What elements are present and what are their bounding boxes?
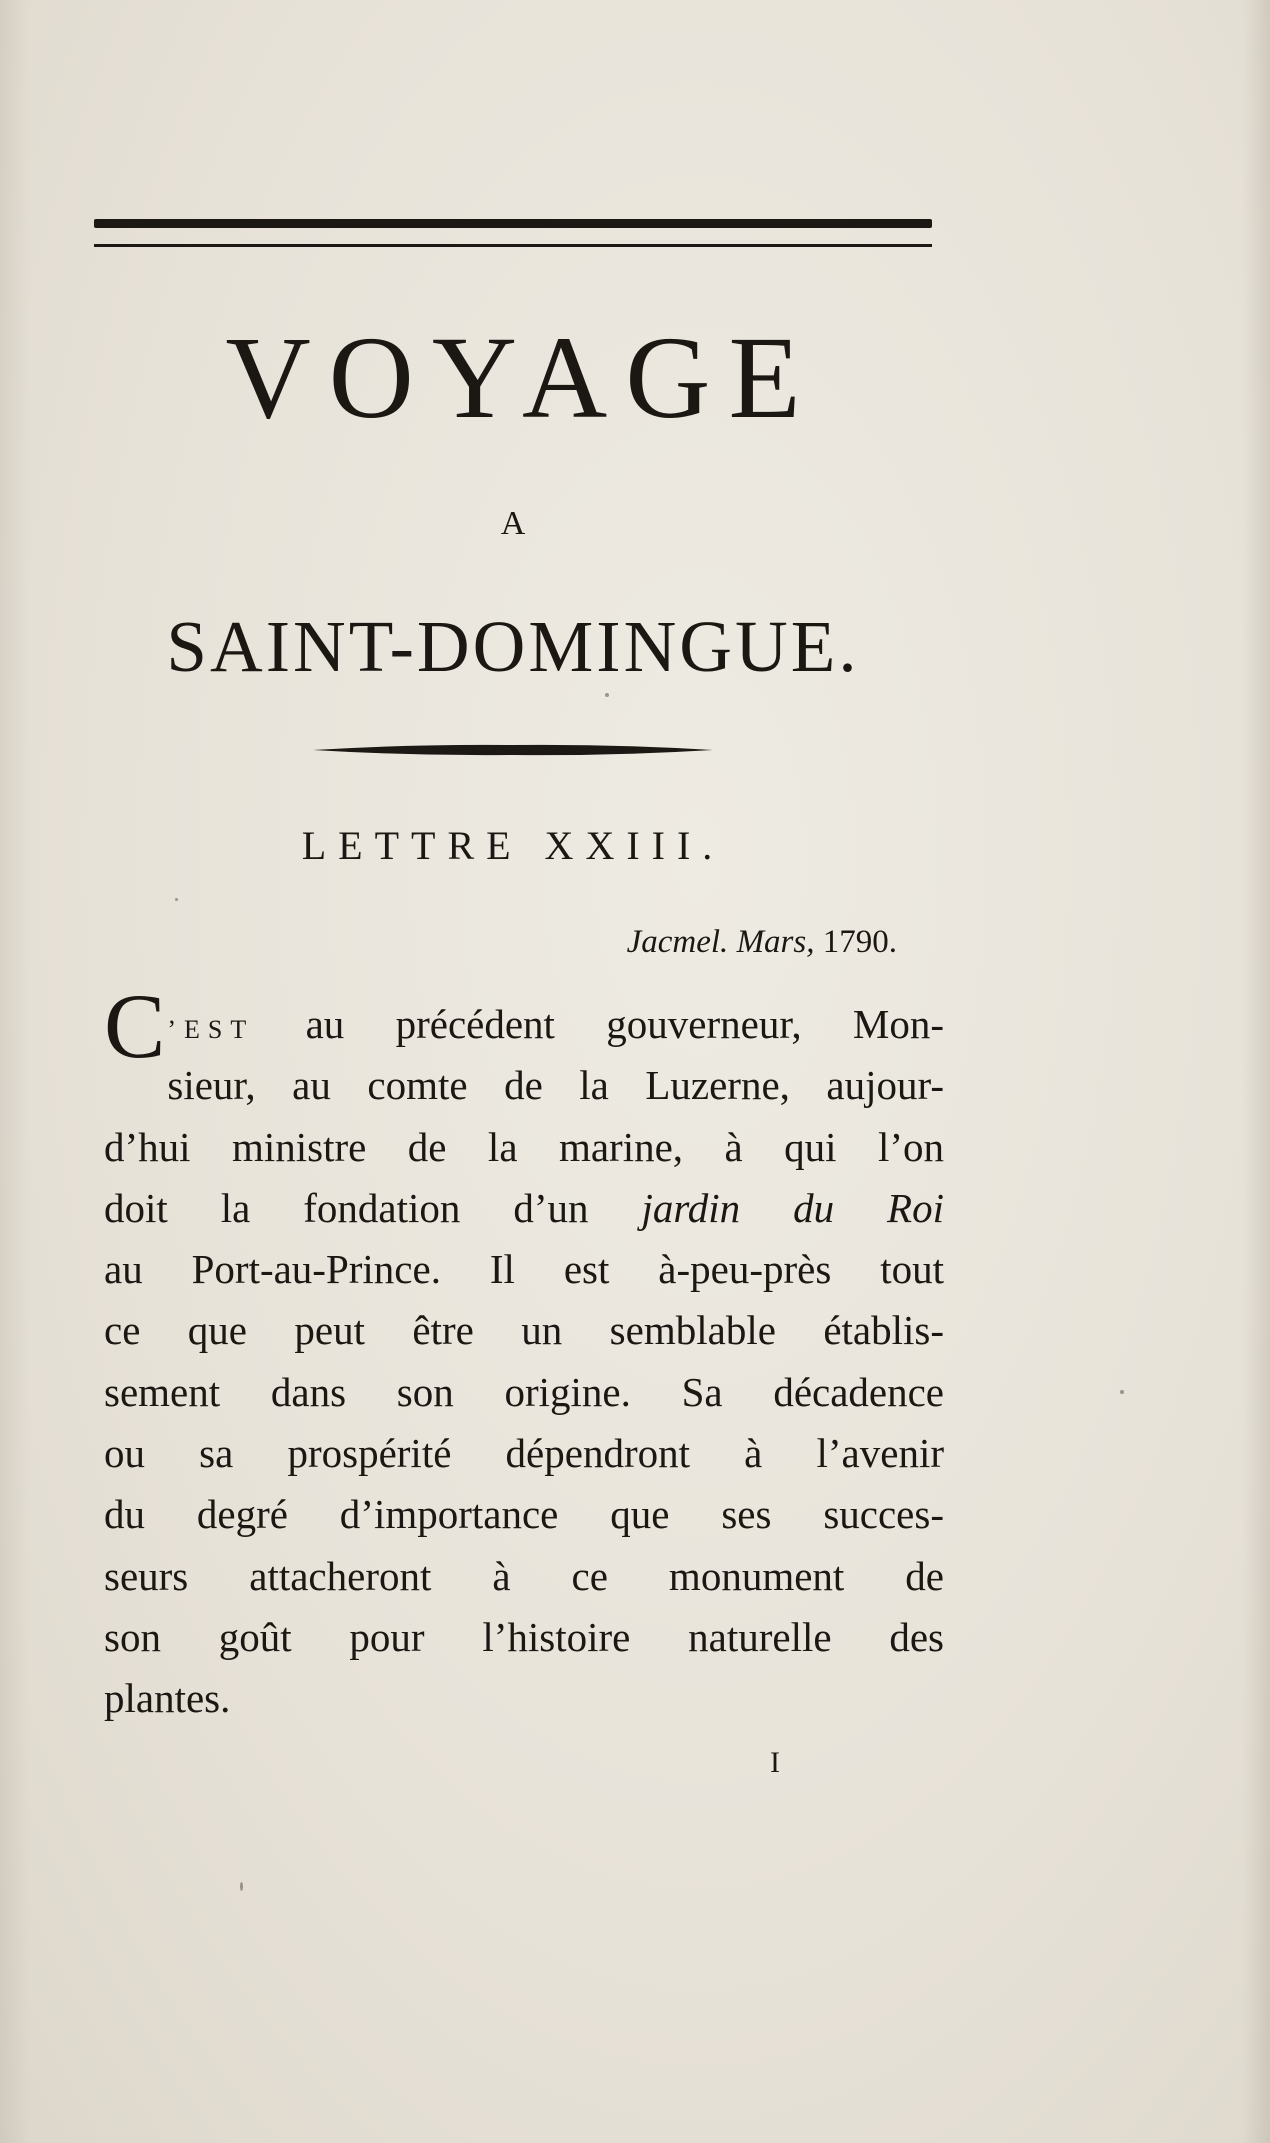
- header-rule-thick: [94, 219, 932, 228]
- body-line-4-text: doit la fondation d’un: [104, 1184, 642, 1231]
- page-title: VOYAGE: [225, 312, 819, 443]
- paper-speck: [1120, 1390, 1124, 1394]
- paper-speck: [605, 693, 609, 697]
- body-line-11: son goût pour l’histoire naturelle des: [104, 1613, 944, 1660]
- dateline-year: 1790.: [822, 924, 897, 960]
- body-line-1: [104, 994, 944, 1055]
- body-line-2: sieur, au comte de la Luzerne, aujour-: [167, 1062, 944, 1109]
- body-line-9: du degré d’importance que ses succes-: [104, 1491, 944, 1538]
- italic-phrase: jardin du Roi: [641, 1184, 944, 1231]
- paper-speck: [175, 898, 178, 901]
- body-line-4: [104, 1178, 944, 1239]
- letter-body: [104, 975, 945, 1730]
- title-place: SAINT-DOMINGUE.: [166, 606, 860, 687]
- signature-mark: I: [770, 1746, 780, 1779]
- page-shadow-left: [0, 0, 30, 2143]
- page-shadow-right: [1242, 0, 1270, 2143]
- header-rule-thin: [94, 244, 932, 247]
- body-line-5: au Port-au-Prince. Il est à-peu-près tout: [104, 1246, 944, 1293]
- first-word-smallcaps: ’EST: [167, 1015, 255, 1044]
- letter-heading: LETTRE XXIII.: [301, 823, 725, 868]
- drop-cap: C: [104, 975, 166, 1077]
- body-line-6: ce que peut être un semblable établis-: [104, 1307, 944, 1354]
- dateline-place: Jacmel.: [626, 924, 729, 960]
- dateline: [627, 922, 897, 962]
- dateline-month: Mars,: [736, 924, 815, 960]
- paper-speck: [240, 1882, 243, 1891]
- body-line-12: plantes.: [104, 1675, 231, 1722]
- body-line-3: d’hui ministre de la marine, à qui l’on: [104, 1123, 944, 1170]
- body-line-7: sement dans son origine. Sa décadence: [104, 1368, 944, 1415]
- title-connector: A: [500, 505, 526, 542]
- swell-rule-divider: [313, 744, 713, 756]
- first-line-rest: au précédent gouverneur, Mon-: [305, 1001, 945, 1047]
- body-line-10: seurs attacheront à ce monument de: [104, 1552, 944, 1599]
- body-line-8: ou sa prospérité dépendront à l’avenir: [104, 1430, 944, 1477]
